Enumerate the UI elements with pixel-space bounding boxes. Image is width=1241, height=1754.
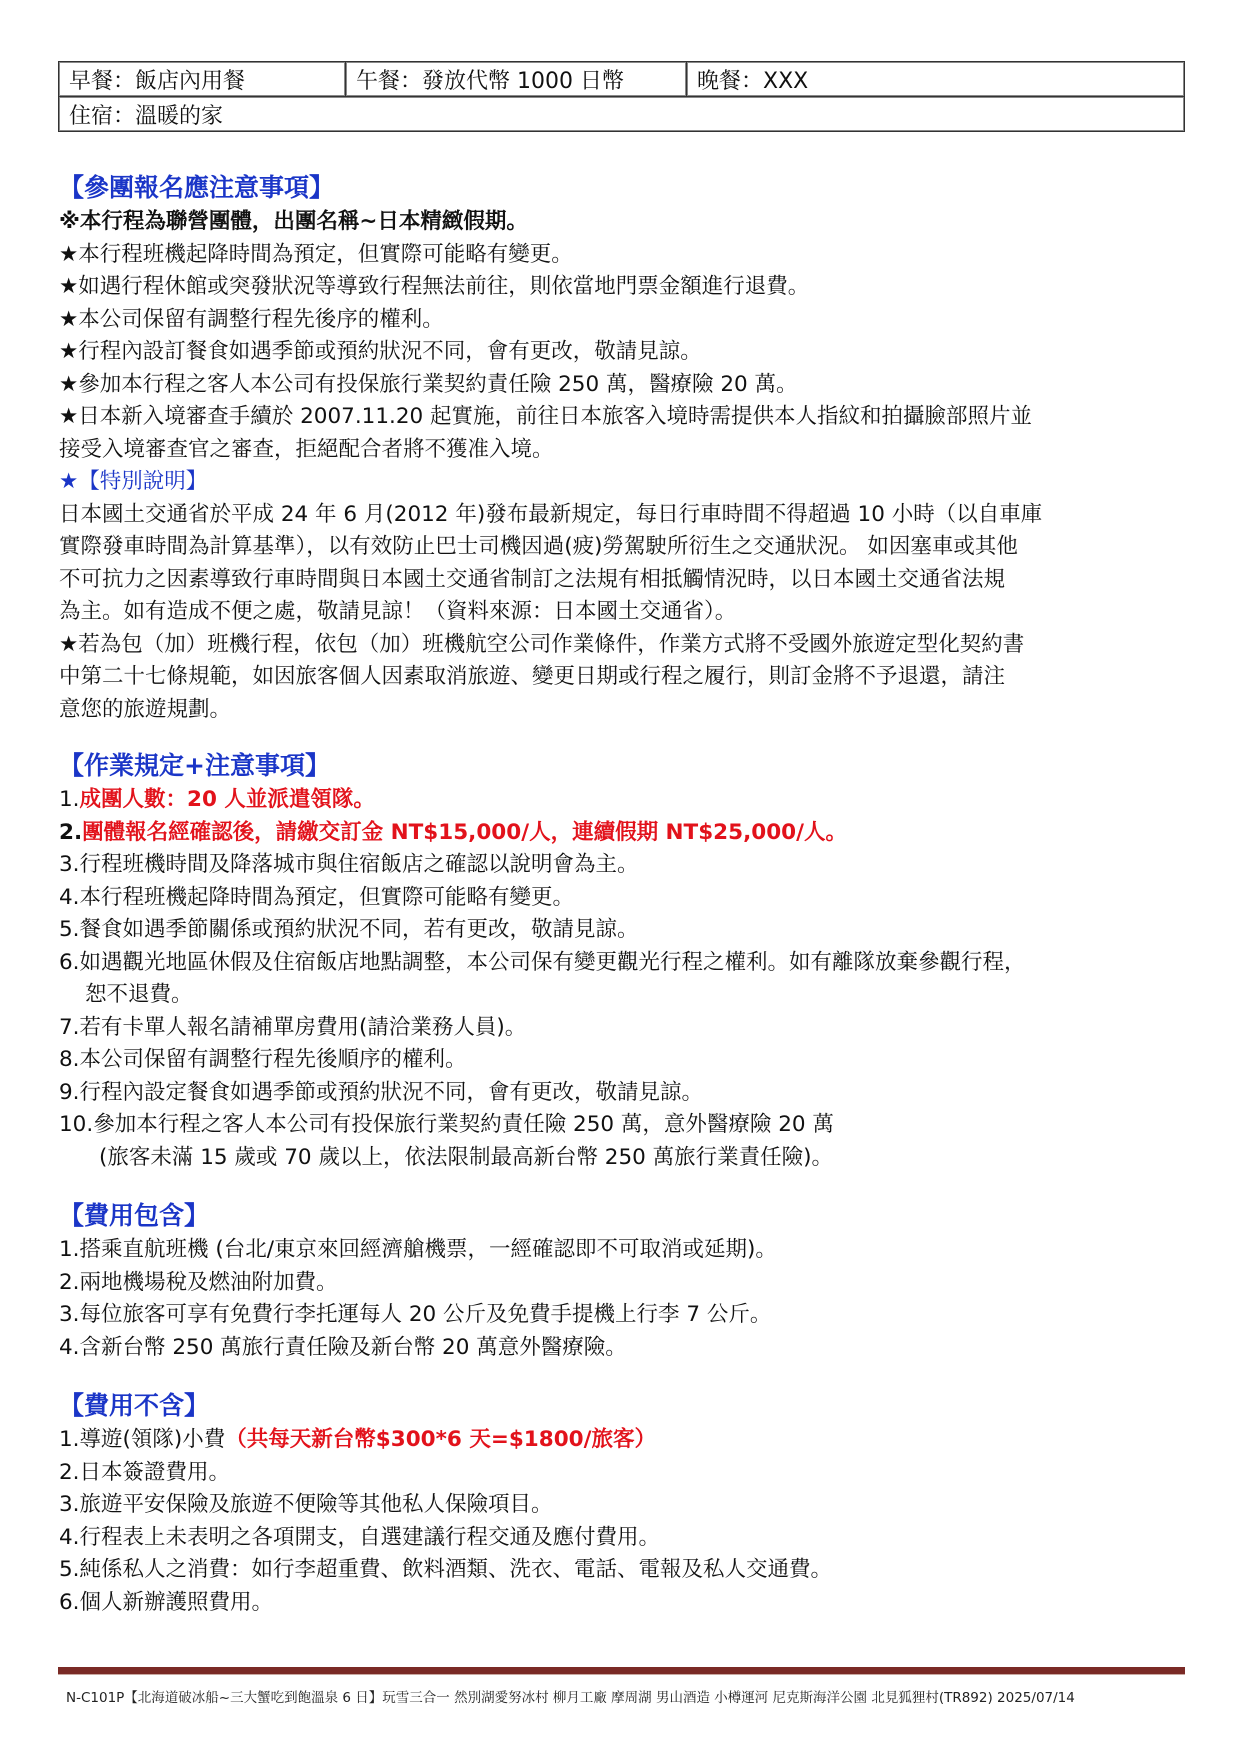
section-spacer — [59, 1364, 1189, 1388]
notice-item: ★行程內設訂餐食如遇季節或預約狀況不同，會有更改，敬請見諒。 — [59, 339, 702, 364]
excluded-heading: 【費用不含】 — [59, 1391, 210, 1420]
breakfast-cell: 早餐：飯店內用餐 — [59, 62, 346, 97]
rules-item: 9.行程內設定餐食如遇季節或預約狀況不同，會有更改，敬請見諒。 — [59, 1079, 704, 1105]
excluded-section — [59, 1388, 1189, 1619]
included-item: 1.搭乘直航班機 (台北/東京來回經濟艙機票，一經確認即不可取消或延期)。 — [59, 1237, 777, 1262]
rules-item-continuation: (旅客未滿 15 歲或 70 歲以上，依法限制最高新台幣 250 萬旅行業責任險)。 — [99, 1144, 834, 1170]
lodging-row — [59, 97, 1185, 132]
rules-item: 7.若有卡單人報名請補單房費用(請洽業務人員)。 — [59, 1014, 527, 1040]
excluded-item: 5.純係私人之消費：如行李超重費、飲料酒類、洗衣、電話、電報及私人交通費。 — [59, 1557, 833, 1582]
rules-item: 5.餐食如遇季節關係或預約狀況不同，若有更改，敬請見諒。 — [59, 917, 639, 942]
excluded-item-text: 1.導遊(領隊)小費 — [59, 1427, 226, 1452]
rules-item: 10.參加本行程之客人本公司有投保旅行業契約責任險 250 萬，意外醫療險 20 萬 — [59, 1112, 834, 1137]
rules-item-number: 2. — [59, 819, 83, 845]
included-section — [59, 1198, 1189, 1364]
special-line: 日本國土交通省於平成 24 年 6 月(2012 年)發布最新規定，每日行車時間不得超過 10 小時（以自車庫 — [59, 501, 1043, 527]
rules-section — [59, 748, 1189, 1174]
included-item: 3.每位旅客可享有免費行李托運每人 20 公斤及免費手提機上行李 7 公斤。 — [59, 1302, 772, 1327]
entry-rule-line: 接受入境審查官之審查，拒絕配合者將不獲准入境。 — [59, 436, 554, 462]
included-item: 4.含新台幣 250 萬旅行責任險及新台幣 20 萬意外醫療險。 — [59, 1334, 627, 1360]
footer-divider — [58, 1667, 1185, 1675]
entry-rule-line: ★日本新入境審查手續於 2007.11.20 起實施，前往日本旅客入境時需提供本人指紋和拍攝臉部照片並 — [59, 404, 1033, 429]
lunch-cell: 午餐：發放代幣 1000 日幣 — [346, 62, 687, 97]
notice-section — [59, 170, 1189, 726]
rules-item-highlight: 成團人數：20 人並派遣領隊。 — [79, 787, 375, 812]
special-line: 不可抗力之因素導致行車時間與日本國土交通省制訂之法規有相抵觸情況時，以日本國土交通省法規 — [59, 566, 1006, 592]
notice-heading: 【參團報名應注意事項】 — [59, 173, 335, 202]
rules-item: 4.本行程班機起降時間為預定，但實際可能略有變更。 — [59, 884, 575, 910]
excluded-item — [59, 1424, 1189, 1457]
notice-item: ★本行程班機起降時間為預定，但實際可能略有變更。 — [59, 241, 573, 267]
document-body — [59, 170, 1189, 1619]
notice-item: ★如遇行程休館或突發狀況等導致行程無法前往，則依當地門票金額進行退費。 — [59, 274, 810, 299]
rules-item: 3.行程班機時間及降落城市與住宿飯店之確認以說明會為主。 — [59, 852, 639, 877]
rules-heading: 【作業規定+注意事項】 — [59, 751, 330, 780]
rules-item — [59, 784, 1189, 817]
excluded-item: 2.日本簽證費用。 — [59, 1459, 231, 1485]
special-line: 為主。如有造成不便之處，敬請見諒！（資料來源：日本國土交通省）。 — [59, 599, 737, 624]
special-line: 實際發車時間為計算基準），以有效防止巴士司機因過(疲)勞駕駛所衍生之交通狀況。 如因塞車或其他 — [59, 534, 1018, 559]
rules-item — [59, 817, 1189, 850]
rules-item-highlight: 團體報名經確認後，請繳交訂金 NT$15,000/人，連續假期 NT$25,000/人。 — [82, 819, 847, 845]
rules-item-number: 1. — [59, 787, 80, 812]
rules-item-continuation: 恕不退費。 — [85, 982, 193, 1007]
footer-text: N-C101P【北海道破冰船~三大蟹吃到飽溫泉 6 日】玩雪三合一 然別湖愛努冰村 柳月工廠 摩周湖 男山酒造 小樽運河 尼克斯海洋公園 北見狐狸村(TR892) 2025/07/14 — [66, 1690, 1075, 1706]
charter-line: ★若為包（加）班機行程，依包（加）班機航空公司作業條件，作業方式將不受國外旅遊定型化契約書 — [59, 631, 1025, 657]
included-item: 2.兩地機場稅及燃油附加費。 — [59, 1269, 338, 1295]
meals-row — [59, 62, 1185, 97]
section-spacer — [59, 1174, 1189, 1198]
rules-item: 8.本公司保留有調整行程先後順序的權利。 — [59, 1047, 467, 1072]
section-spacer — [59, 726, 1189, 748]
notice-intro: ※本行程為聯營團體，出團名稱~日本精緻假期。 — [59, 209, 528, 234]
meals-table — [58, 61, 1185, 132]
charter-line: 意您的旅遊規劃。 — [59, 696, 232, 722]
tip-note: （共每天新台幣$300*6 天=$1800/旅客） — [225, 1427, 656, 1452]
dinner-cell: 晚餐：XXX — [687, 62, 1185, 97]
excluded-item: 6.個人新辦護照費用。 — [59, 1589, 274, 1615]
notice-item: ★本公司保留有調整行程先後序的權利。 — [59, 306, 444, 332]
lodging-cell: 住宿：溫暖的家 — [59, 97, 1185, 132]
excluded-item: 4.行程表上未表明之各項開支，自選建議行程交通及應付費用。 — [59, 1524, 661, 1550]
special-heading: ★【特別說明】 — [59, 469, 208, 494]
notice-item: ★參加本行程之客人本公司有投保旅行業契約責任險 250 萬，醫療險 20 萬。 — [59, 371, 798, 397]
rules-item: 6.如遇觀光地區休假及住宿飯店地點調整，本公司保有變更觀光行程之權利。如有離隊放棄參觀行程， — [59, 949, 1026, 975]
included-heading: 【費用包含】 — [59, 1201, 210, 1230]
charter-line: 中第二十七條規範，如因旅客個人因素取消旅遊、變更日期或行程之履行，則訂金將不予退還，請注 — [59, 664, 1006, 689]
excluded-item: 3.旅遊平安保險及旅遊不便險等其他私人保險項目。 — [59, 1492, 553, 1517]
